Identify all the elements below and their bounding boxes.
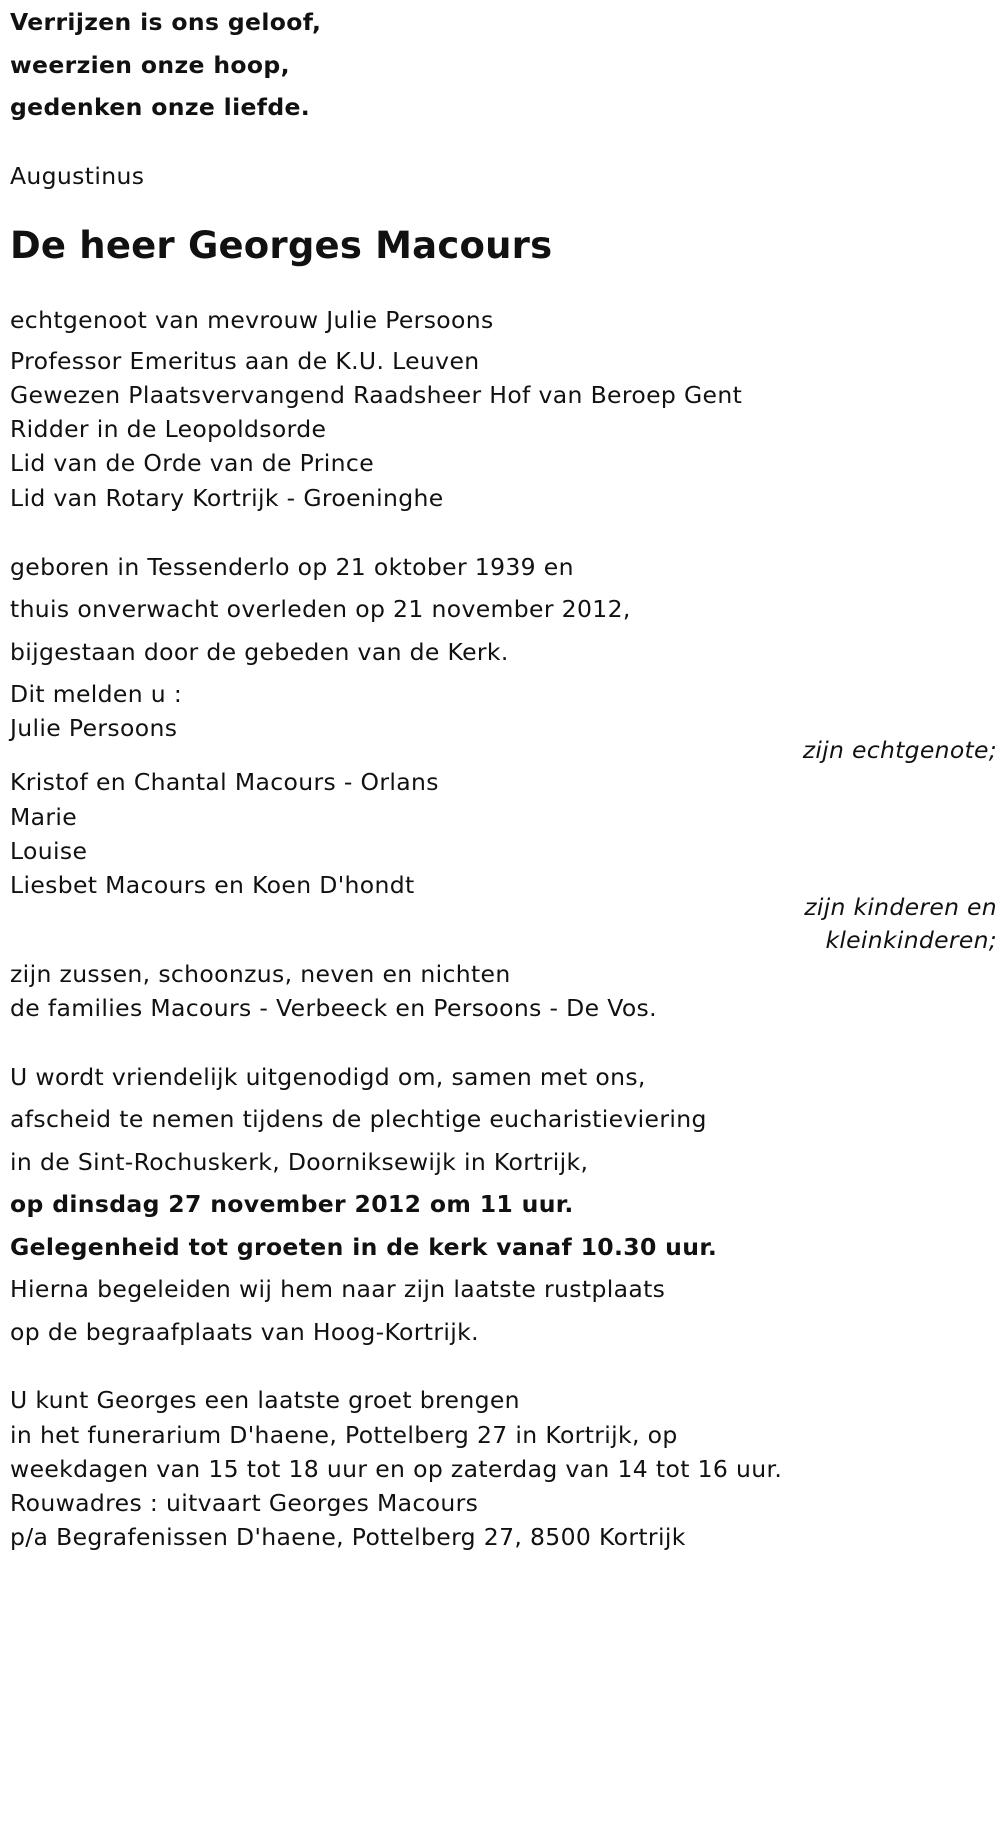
- ceremony-line-5: op de begraafplaats van Hoog-Kortrijk.: [10, 1318, 479, 1346]
- child-line: Marie: [10, 803, 78, 831]
- family-intro: Dit melden u :: [10, 680, 183, 708]
- title-line: Lid van Rotary Kortrijk - Groeninghe: [10, 484, 444, 512]
- title-line: Ridder in de Leopoldsorde: [10, 415, 327, 443]
- child-line: Louise: [10, 837, 88, 865]
- child-line: Kristof en Chantal Macours - Orlans: [10, 768, 439, 796]
- ceremony-date: op dinsdag 27 november 2012 om 11 uur.: [10, 1190, 574, 1218]
- title-line: Lid van de Orde van de Prince: [10, 449, 375, 477]
- child-line: Liesbet Macours en Koen D'hondt: [10, 871, 415, 899]
- life-line-3: bijgestaan door de gebeden van de Kerk.: [10, 638, 509, 666]
- ceremony-line-2: afscheid te nemen tijdens de plechtige eucharistieviering: [10, 1105, 707, 1133]
- ceremony-greeting: Gelegenheid tot groeten in de kerk vanaf 10.30 uur.: [10, 1233, 718, 1261]
- spouse-line: echtgenoot van mevrouw Julie Persoons: [10, 306, 494, 334]
- life-line-2: thuis onverwacht overleden op 21 november 2012,: [10, 595, 631, 623]
- children-role-1: zijn kinderen en: [804, 893, 997, 921]
- ceremony-line-3: in de Sint-Rochuskerk, Doorniksewijk in Kortrijk,: [10, 1148, 589, 1176]
- mourning-address-2: p/a Begrafenissen D'haene, Pottelberg 27, 8500 Kortrijk: [10, 1523, 686, 1551]
- ceremony-line-1: U wordt vriendelijk uitgenodigd om, samen met ons,: [10, 1063, 646, 1091]
- relatives-line: de families Macours - Verbeeck en Persoons - De Vos.: [10, 994, 657, 1022]
- visitation-line-1: U kunt Georges een laatste groet brengen: [10, 1386, 520, 1414]
- visitation-line-2: in het funerarium D'haene, Pottelberg 27 in Kortrijk, op: [10, 1421, 678, 1449]
- family-spouse: Julie Persoons: [10, 714, 178, 742]
- spouse-role: zijn echtgenote;: [802, 736, 997, 764]
- motto-author: Augustinus: [10, 162, 145, 190]
- relatives-line: zijn zussen, schoonzus, neven en nichten: [10, 960, 511, 988]
- life-line-1: geboren in Tessenderlo op 21 oktober 1939 en: [10, 553, 574, 581]
- motto-line-3: gedenken onze liefde.: [10, 93, 311, 121]
- deceased-name: De heer Georges Macours: [10, 224, 553, 267]
- title-line: Professor Emeritus aan de K.U. Leuven: [10, 347, 480, 375]
- title-line: Gewezen Plaatsvervangend Raadsheer Hof van Beroep Gent: [10, 381, 743, 409]
- motto-line-1: Verrijzen is ons geloof,: [10, 8, 322, 36]
- ceremony-line-4: Hierna begeleiden wij hem naar zijn laatste rustplaats: [10, 1275, 666, 1303]
- mourning-address-1: Rouwadres : uitvaart Georges Macours: [10, 1489, 479, 1517]
- motto-line-2: weerzien onze hoop,: [10, 51, 290, 79]
- children-role-2: kleinkinderen;: [825, 926, 997, 954]
- visitation-line-3: weekdagen van 15 tot 18 uur en op zaterdag van 14 tot 16 uur.: [10, 1455, 783, 1483]
